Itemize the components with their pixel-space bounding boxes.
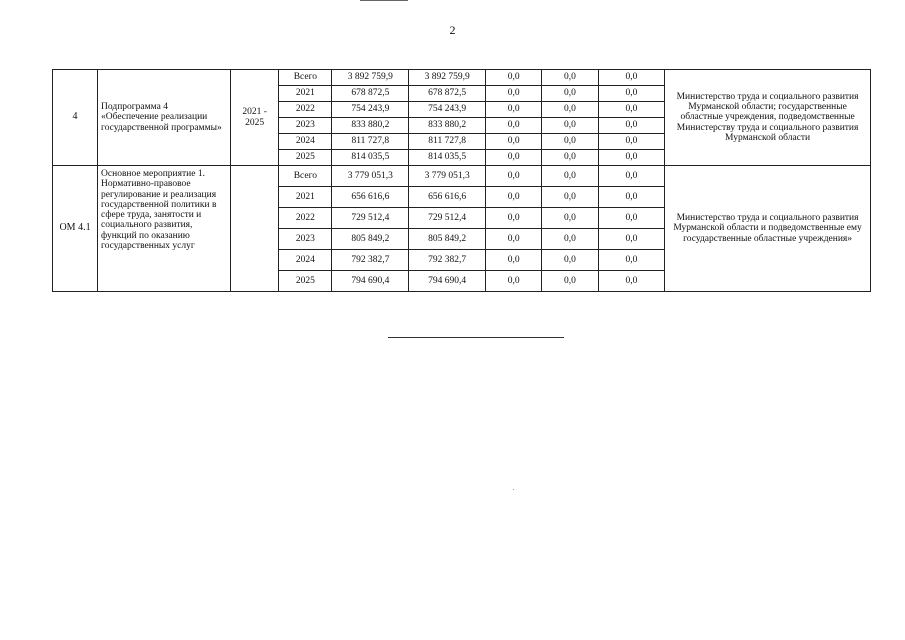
year-cell: Всего bbox=[279, 70, 332, 86]
value-cell: 3 892 759,9 bbox=[332, 70, 409, 86]
value-cell: 0,0 bbox=[542, 187, 598, 208]
value-cell: 814 035,5 bbox=[409, 150, 486, 166]
value-cell: 0,0 bbox=[486, 250, 542, 271]
value-cell: 0,0 bbox=[486, 86, 542, 102]
row-period: 2021 - 2025 bbox=[231, 70, 279, 166]
value-cell: 811 727,8 bbox=[332, 134, 409, 150]
year-cell: 2022 bbox=[279, 102, 332, 118]
year-cell: 2025 bbox=[279, 150, 332, 166]
value-cell: 729 512,4 bbox=[409, 208, 486, 229]
value-cell: 0,0 bbox=[598, 187, 665, 208]
value-cell: 792 382,7 bbox=[409, 250, 486, 271]
value-cell: 0,0 bbox=[598, 102, 665, 118]
value-cell: 0,0 bbox=[486, 208, 542, 229]
value-cell: 0,0 bbox=[486, 134, 542, 150]
scan-speck bbox=[513, 489, 514, 490]
value-cell: 0,0 bbox=[598, 208, 665, 229]
value-cell: 0,0 bbox=[542, 271, 598, 292]
value-cell: 678 872,5 bbox=[332, 86, 409, 102]
value-cell: 656 616,6 bbox=[409, 187, 486, 208]
value-cell: 0,0 bbox=[542, 118, 598, 134]
year-cell: 2022 bbox=[279, 208, 332, 229]
value-cell: 3 892 759,9 bbox=[409, 70, 486, 86]
value-cell: 0,0 bbox=[598, 134, 665, 150]
row-code: ОМ 4.1 bbox=[53, 166, 98, 292]
value-cell: 0,0 bbox=[542, 102, 598, 118]
value-cell: 0,0 bbox=[598, 229, 665, 250]
value-cell: 3 779 051,3 bbox=[332, 166, 409, 187]
page-number: 2 bbox=[449, 23, 456, 37]
value-cell: 0,0 bbox=[598, 86, 665, 102]
value-cell: 0,0 bbox=[542, 250, 598, 271]
row-executor: Министерство труда и социального развития Мурманской области и подведомственные ему государственные областные учреждения» bbox=[665, 166, 871, 292]
value-cell: 0,0 bbox=[598, 150, 665, 166]
value-cell: 3 779 051,3 bbox=[409, 166, 486, 187]
value-cell: 0,0 bbox=[542, 134, 598, 150]
row-name: Подпрограмма 4 «Обеспечение реализации государственной программы» bbox=[98, 70, 231, 166]
value-cell: 0,0 bbox=[542, 229, 598, 250]
value-cell: 0,0 bbox=[542, 166, 598, 187]
table-row bbox=[53, 70, 871, 86]
value-cell: 0,0 bbox=[598, 271, 665, 292]
value-cell: 754 243,9 bbox=[409, 102, 486, 118]
budget-table bbox=[52, 69, 871, 292]
row-period bbox=[231, 166, 279, 292]
value-cell: 833 880,2 bbox=[409, 118, 486, 134]
table-row bbox=[53, 166, 871, 187]
value-cell: 0,0 bbox=[486, 150, 542, 166]
year-cell: Всего bbox=[279, 166, 332, 187]
row-code: 4 bbox=[53, 70, 98, 166]
end-rule bbox=[388, 337, 564, 338]
year-cell: 2023 bbox=[279, 229, 332, 250]
year-cell: 2023 bbox=[279, 118, 332, 134]
value-cell: 0,0 bbox=[598, 250, 665, 271]
year-cell: 2021 bbox=[279, 187, 332, 208]
value-cell: 656 616,6 bbox=[332, 187, 409, 208]
value-cell: 0,0 bbox=[486, 118, 542, 134]
value-cell: 792 382,7 bbox=[332, 250, 409, 271]
year-cell: 2024 bbox=[279, 250, 332, 271]
value-cell: 0,0 bbox=[486, 187, 542, 208]
value-cell: 0,0 bbox=[486, 271, 542, 292]
year-cell: 2025 bbox=[279, 271, 332, 292]
value-cell: 0,0 bbox=[598, 70, 665, 86]
value-cell: 0,0 bbox=[598, 118, 665, 134]
value-cell: 678 872,5 bbox=[409, 86, 486, 102]
year-cell: 2021 bbox=[279, 86, 332, 102]
row-executor: Министерство труда и социального развития Мурманской области; государственные областные учреждения, подведомственные Министерству труда и социального развития Мурманской области bbox=[665, 70, 871, 166]
value-cell: 0,0 bbox=[542, 86, 598, 102]
year-cell: 2024 bbox=[279, 134, 332, 150]
value-cell: 0,0 bbox=[542, 208, 598, 229]
row-name: Основное мероприятие 1. Нормативно-правовое регулирование и реализация государственной политики в сфере труда, занятости и социального развития, функций по оказанию государственных услуг bbox=[98, 166, 231, 292]
value-cell: 0,0 bbox=[542, 150, 598, 166]
value-cell: 805 849,2 bbox=[409, 229, 486, 250]
top-rule bbox=[360, 0, 408, 1]
value-cell: 0,0 bbox=[598, 166, 665, 187]
value-cell: 0,0 bbox=[486, 70, 542, 86]
value-cell: 0,0 bbox=[542, 70, 598, 86]
value-cell: 811 727,8 bbox=[409, 134, 486, 150]
value-cell: 794 690,4 bbox=[332, 271, 409, 292]
value-cell: 833 880,2 bbox=[332, 118, 409, 134]
value-cell: 805 849,2 bbox=[332, 229, 409, 250]
value-cell: 814 035,5 bbox=[332, 150, 409, 166]
value-cell: 0,0 bbox=[486, 229, 542, 250]
value-cell: 0,0 bbox=[486, 166, 542, 187]
value-cell: 729 512,4 bbox=[332, 208, 409, 229]
value-cell: 0,0 bbox=[486, 102, 542, 118]
value-cell: 754 243,9 bbox=[332, 102, 409, 118]
value-cell: 794 690,4 bbox=[409, 271, 486, 292]
